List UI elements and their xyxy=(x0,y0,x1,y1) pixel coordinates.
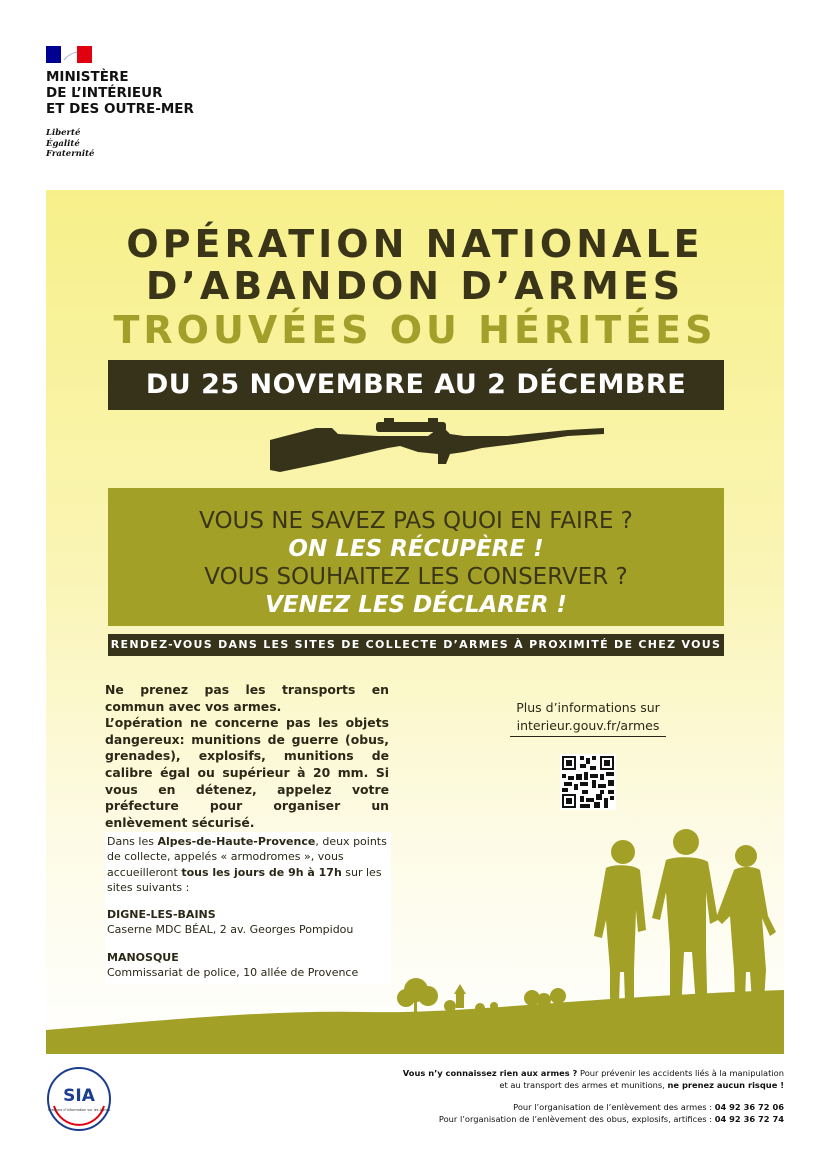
warning-line-1: Ne prenez pas les transports en commun avec vos armes. xyxy=(105,682,389,714)
intro-text: , deux points de collecte, appelés « armodromes », vous accueilleront xyxy=(107,835,387,879)
ministry-line: DE L’INTÉRIEUR xyxy=(46,85,163,101)
sia-letters: SIA xyxy=(63,1086,95,1106)
site-address: Caserne MDC BÉAL, 2 av. Georges Pompidou xyxy=(107,923,354,937)
site-address: Commissariat de police, 10 allée de Provence xyxy=(107,966,359,980)
question-2: VOUS SOUHAITEZ LES CONSERVER ? xyxy=(204,564,628,590)
title-line-2: D’ABANDON D’ARMES xyxy=(145,264,685,308)
schedule: tous les jours de 9h à 17h xyxy=(181,865,342,879)
dates-banner: DU 25 NOVEMBRE AU 2 DÉCEMBRE xyxy=(108,360,724,410)
footer-phone-1 xyxy=(513,1102,784,1114)
footer-warning-line-2 xyxy=(499,1080,784,1092)
qr-code-icon[interactable] xyxy=(560,754,616,810)
phone-number[interactable]: 04 92 36 72 06 xyxy=(714,1102,784,1112)
title-line-1: OPÉRATION NATIONALE xyxy=(126,222,704,266)
title-line-3: TROUVÉES OU HÉRITÉES xyxy=(113,308,717,352)
rendezvous-banner: RENDEZ-VOUS DANS LES SITES DE COLLECTE D’ARMES À PROXIMITÉ DE CHEZ VOUS xyxy=(108,634,724,656)
phone-label: Pour l’organisation de l’enlèvement des armes : xyxy=(513,1102,715,1112)
intro-text: sur les sites suivants : xyxy=(107,865,382,894)
sia-caption: Système d’Information sur les Armes xyxy=(47,1108,111,1112)
warning-line-2: L’opération ne concerne pas les objets dangereux: munitions de guerre (obus, grenades), explosifs, munitions de calibre égal ou supérieur à 20 mm. Si vous en détenez, appelez votre préfecture pour organiser un enlèvement sécurisé. xyxy=(105,715,389,830)
footer-warning-line-1 xyxy=(403,1068,784,1080)
family-silhouette-illustration xyxy=(46,820,784,1054)
site-name: DIGNE-LES-BAINS xyxy=(107,908,216,922)
question-1: VOUS NE SAVEZ PAS QUOI EN FAIRE ? xyxy=(199,508,633,534)
link-underline xyxy=(510,736,666,737)
footer-text: Pour prévenir les accidents liés à la manipulation xyxy=(577,1068,784,1078)
ministry-line: ET DES OUTRE-MER xyxy=(46,101,194,117)
motto-line: Égalité xyxy=(46,138,80,149)
answer-1: ON LES RÉCUPÈRE ! xyxy=(288,536,544,562)
motto-line: Fraternité xyxy=(46,149,95,159)
more-info-link[interactable]: interieur.gouv.fr/armes xyxy=(516,718,660,733)
footer-text: et au transport des armes et munitions, xyxy=(499,1080,668,1090)
motto-line: Liberté xyxy=(46,128,81,138)
answer-2: VENEZ LES DÉCLARER ! xyxy=(265,592,567,618)
footer-emphasis: ne prenez aucun risque ! xyxy=(667,1080,784,1090)
ministry-name xyxy=(46,69,194,117)
intro-text: Dans les xyxy=(107,835,158,848)
department-name: Alpes-de-Haute-Provence xyxy=(157,835,316,848)
site-name: MANOSQUE xyxy=(107,950,179,964)
phone-number[interactable]: 04 92 36 72 74 xyxy=(714,1114,784,1124)
republic-motto xyxy=(46,128,94,160)
footer-question: Vous n’y connaissez rien aux armes ? xyxy=(402,1068,578,1078)
rifle-icon xyxy=(268,414,606,472)
footer-phone-2 xyxy=(439,1114,784,1126)
ministry-line: MINISTÈRE xyxy=(46,69,129,85)
phone-label: Pour l’organisation de l’enlèvement des obus, explosifs, artifices : xyxy=(438,1114,715,1124)
more-info-label: Plus d’informations sur xyxy=(516,700,660,715)
sia-logo xyxy=(46,1066,112,1132)
marianne-flag-logo xyxy=(46,46,92,63)
warning-text xyxy=(105,682,389,831)
